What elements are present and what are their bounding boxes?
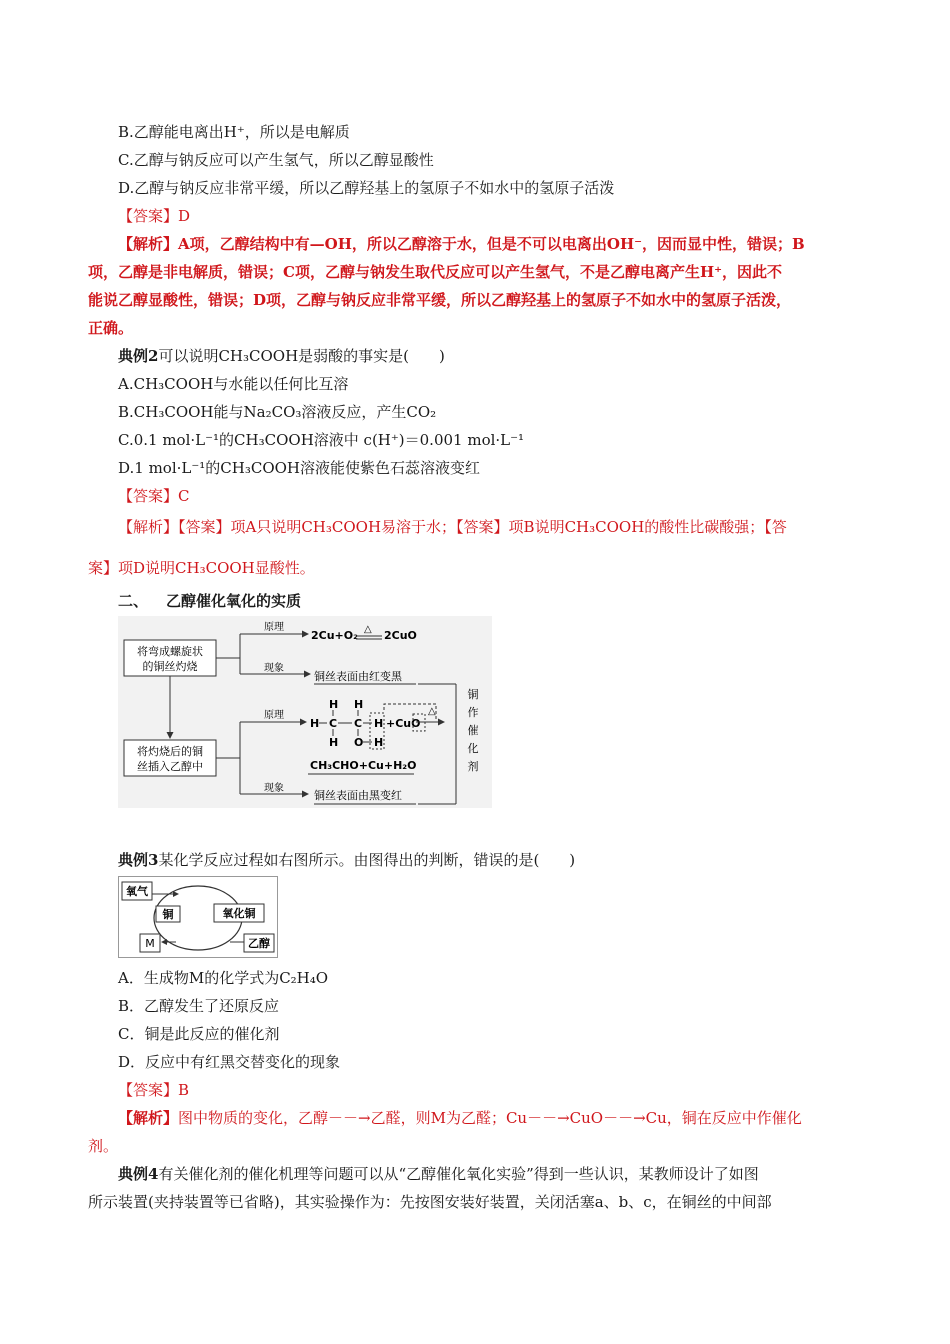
q2-label: 典例2 (118, 347, 159, 365)
q1-option-d: D.乙醇与钠反应非常平缓，所以乙醇羟基上的氢原子不如水中的氢原子活泼 (118, 179, 615, 197)
q1-analysis-line4: 正确。 (88, 319, 134, 337)
q3-option-c: C．铜是此反应的催化剂 (118, 1025, 280, 1043)
q2-option-b: B.CH₃COOH能与Na₂CO₃溶液反应，产生CO₂ (118, 403, 437, 421)
q3-option-b: B．乙醇发生了还原反应 (118, 997, 280, 1015)
svg-text:C: C (329, 717, 338, 730)
copper-oxide-label: 氧化铜 (222, 907, 256, 920)
q3-option-d: D．反应中有红黑交替变化的现象 (118, 1053, 341, 1071)
q1-answer: 【答案】D (118, 207, 191, 225)
q2-analysis-line1: 【解析】【答案】项A只说明CH₃COOH易溶于水；【答案】项B说明CH₃COOH的酸性比碳酸强；【答 (118, 518, 787, 536)
q4-label: 典例4 (118, 1165, 159, 1183)
q2-analysis-line2: 案】项D说明CH₃COOH显酸性。 (88, 559, 315, 577)
q2-option-c: C.0.1 mol·L⁻¹的CH₃COOH溶液中 c(H⁺)＝0.001 mol·L⁻¹ (118, 431, 525, 449)
q1-option-c: C.乙醇与钠反应可以产生氢气，所以乙醇显酸性 (118, 151, 434, 169)
phenomenon-1-text: 铜丝表面由红变黑 (314, 670, 402, 683)
svg-text:H: H (329, 736, 339, 749)
label-phenomenon-1: 现象 (264, 663, 284, 674)
svg-text:H: H (329, 698, 339, 711)
q1-option-b: B.乙醇能电离出H⁺，所以是电解质 (118, 123, 350, 141)
q2-stem: 典例2可以说明CH₃COOH是弱酸的事实是( ) (118, 347, 445, 365)
phenomenon-2-text: 铜丝表面由黑变红 (314, 789, 402, 802)
q2-option-a: A.CH₃COOH与水能以任何比互溶 (118, 375, 349, 393)
q1-analysis-line2: 项，乙醇是非电解质，错误；C项，乙醇与钠发生取代反应可以产生氢气，不是乙醇电离产生H⁺，因此不 (88, 263, 783, 281)
m-label: M (145, 937, 155, 950)
plus-cuo: +CuO (386, 717, 421, 730)
section-number: 二、 (118, 592, 149, 610)
svg-text:H: H (310, 717, 320, 730)
svg-text:剂: 剂 (467, 760, 479, 773)
catalytic-oxidation-diagram (118, 616, 492, 808)
box1-line2: 的铜丝灼烧 (142, 660, 198, 673)
eq1-right: 2CuO (384, 629, 417, 642)
q3-analysis-line2: 剂。 (88, 1137, 119, 1155)
q4-stem-line2: 所示装置(夹持装置等已省略)，其实验操作为：先按图安装好装置，关闭活塞a、b、c，在铜丝的中间部 (88, 1193, 772, 1211)
svg-text:铜: 铜 (467, 688, 479, 701)
oxygen-label: 氧气 (126, 885, 148, 898)
copper-cycle-diagram (118, 876, 278, 958)
box1-line1: 将弯成螺旋状 (137, 645, 203, 658)
q1-analysis-line3: 能说乙醇显酸性，错误；D项，乙醇与钠反应非常平缓，所以乙醇羟基上的氢原子不如水中的氢原子活泼， (88, 291, 792, 309)
svg-text:H: H (374, 717, 384, 730)
copper-label: 铜 (162, 908, 174, 921)
q3-answer: 【答案】B (118, 1081, 190, 1099)
q2-answer: 【答案】C (118, 487, 190, 505)
q3-label: 典例3 (118, 851, 159, 869)
eq1-condition: △ (364, 624, 372, 635)
svg-text:H: H (354, 698, 364, 711)
q1-analysis-line1: 【解析】A项，乙醇结构中有—OH，所以乙醇溶于水，但是不可以电离出OH⁻，因而显中性，错误；B (118, 235, 805, 253)
svg-text:作: 作 (467, 706, 479, 719)
section-heading: 二、 乙醇催化氧化的实质 (118, 592, 302, 610)
label-principle-2: 原理 (264, 710, 284, 721)
catalyst-side-label (468, 687, 479, 773)
q1-analysis-label: 【解析】 (118, 235, 179, 253)
eq2-product: CH₃CHO+Cu+H₂O (310, 759, 417, 772)
svg-text:O: O (354, 736, 364, 749)
q3-analysis-label: 【解析】 (118, 1109, 179, 1127)
svg-text:催: 催 (467, 724, 479, 737)
label-principle-1: 原理 (264, 622, 284, 633)
eq1-left: 2Cu+O₂ (311, 629, 358, 642)
svg-text:C: C (354, 717, 363, 730)
q3-analysis-line1: 【解析】图中物质的变化，乙醇－－→乙醛，则M为乙醛；Cu－－→CuO－－→Cu，铜在反应中作催化 (118, 1109, 802, 1127)
ethanol-label: 乙醇 (248, 937, 270, 950)
box2-line2: 丝插入乙醇中 (137, 760, 203, 773)
q2-option-d: D.1 mol·L⁻¹的CH₃COOH溶液能使紫色石蕊溶液变红 (118, 459, 481, 477)
svg-text:化: 化 (467, 742, 479, 755)
q3-option-a: A．生成物M的化学式为C₂H₄O (118, 969, 329, 987)
q3-stem: 典例3某化学反应过程如右图所示。由图得出的判断，错误的是( ) (118, 851, 576, 869)
box2-line1: 将灼烧后的铜 (137, 745, 203, 758)
q4-stem-line1: 典例4有关催化剂的催化机理等问题可以从“乙醇催化氧化实验”得到一些认识，某教师设计了如图 (118, 1165, 759, 1183)
label-phenomenon-2: 现象 (264, 783, 284, 794)
svg-text:H: H (374, 736, 384, 749)
eq2-condition: △ (428, 706, 436, 717)
